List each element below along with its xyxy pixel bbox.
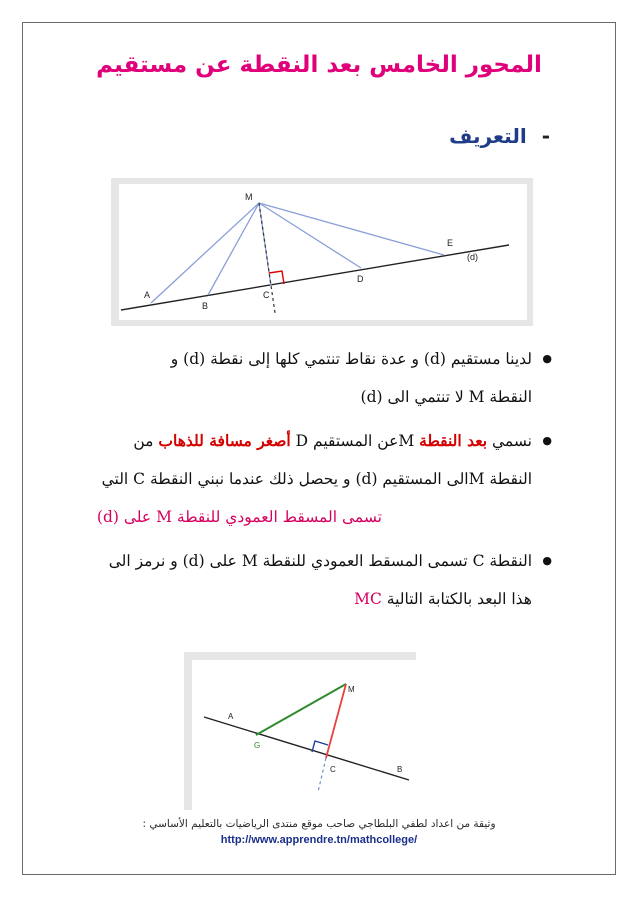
bullet-3-text: هذا البعد بالكتابة التالية [381,590,532,608]
notation-MC: MC [354,590,382,608]
bullet-2 [44,422,532,536]
label-G: G [254,741,261,750]
label-B: B [397,765,403,774]
figure-orthogonal-projection [184,652,416,810]
bullet-2-line-3: تسمى المسقط العمودي للنقطة M على (d) [96,508,382,526]
bullet-2-line-1 [44,422,532,460]
bullet-2-term: بعد النقطة [419,431,488,450]
label-D: D [357,274,364,284]
label-A: A [228,712,234,721]
bullet-1-line-2: النقطة M لا تنتمي الى (d) [360,388,532,406]
bullet-2-emphasis: أصغر مسافة للذهاب [158,431,291,450]
section-dash: - [541,124,550,148]
figure-distance-lines [111,178,533,326]
section-heading-text: التعريف [449,124,527,148]
bullet-2-part-5: من [133,432,159,450]
label-M: M [245,192,253,202]
footer [0,818,638,846]
label-A: A [144,290,151,300]
page-title: المحور الخامس بعد النقطة عن مستقيم [96,52,542,78]
bullet-1-line-1: ● لدينا مستقيم (d) و عدة نقاط تنتمي كلها إلى نقطة (d) و [170,350,532,368]
figure2-canvas [192,660,416,810]
label-d: (d) [467,252,478,262]
label-C: C [330,765,336,774]
bullet-3-line-2 [44,580,532,618]
label-B: B [202,301,209,311]
label-M: M [348,685,355,694]
bullet-1 [44,340,532,416]
footer-credit: وثيقة من اعداد لطفي البلطاجي صاحب موقع منتدى الرياضيات بالتعليم الأساسي : [142,818,496,830]
footer-url[interactable]: http://www.apprendre.tn/mathcollege/ [220,834,418,846]
bullet-2-part-3: Mعن المستقيم D [290,432,420,450]
definition-bullets [44,340,554,624]
label-E: E [447,238,454,248]
bullet-2-line-2: النقطة Mالى المستقيم (d) و يحصل ذلك عندما نبني النقطة C التي [101,470,532,488]
label-C: C [263,290,270,300]
section-heading [449,124,550,148]
bullet-2-part-1: نسمي [487,432,532,450]
bullet-3 [44,542,532,618]
bullet-3-line-1: ● النقطة C تسمى المسقط العمودي للنقطة M على (d) و نرمز الى [108,552,532,570]
